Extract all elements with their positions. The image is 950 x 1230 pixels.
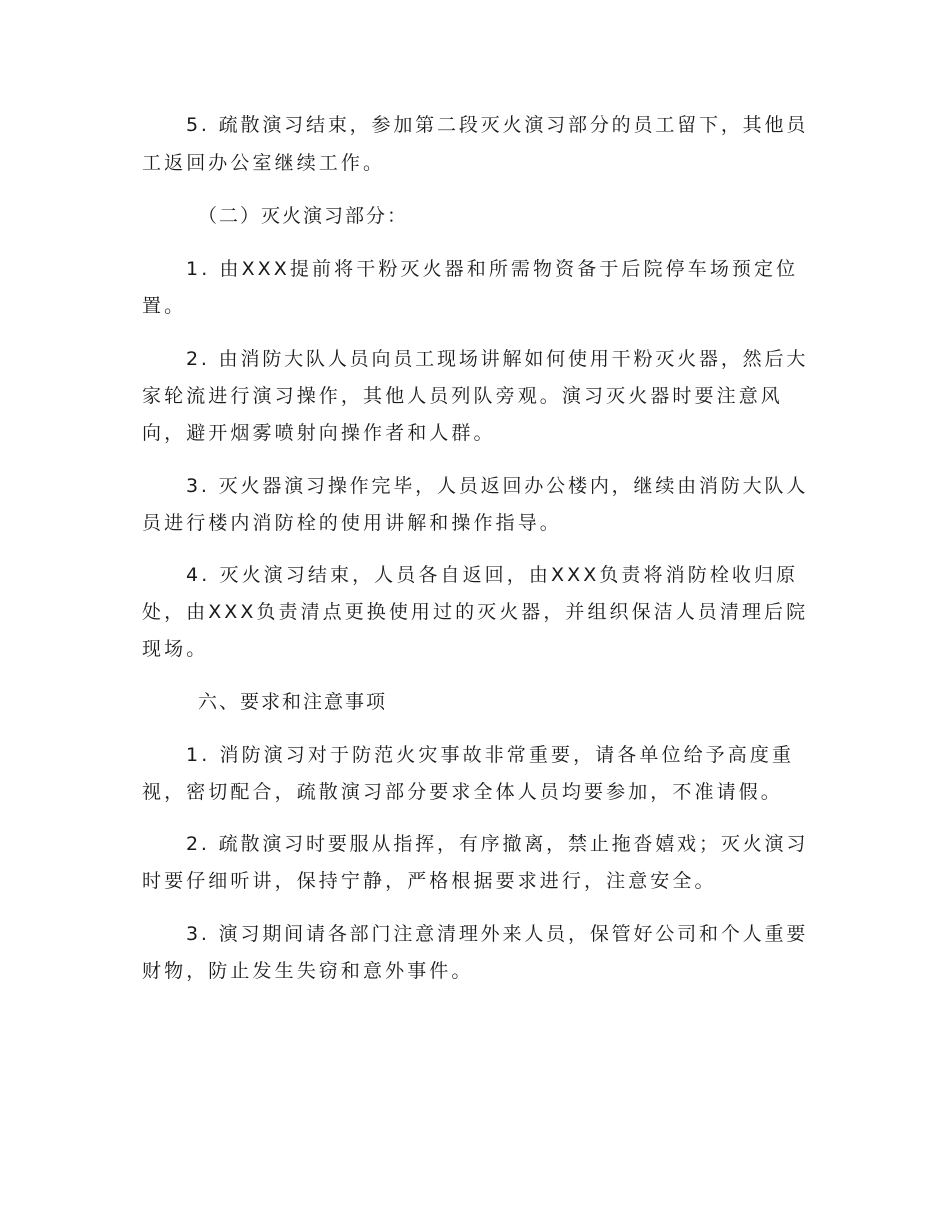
text-line: 1. 消防演习对于防范火灾事故非常重要，请各单位给予高度重	[186, 744, 795, 766]
text-line: 工返回办公室继续工作。	[142, 152, 386, 174]
text-line: 视，密切配合，疏散演习部分要求全体人员均要参加，不准请假。	[142, 781, 783, 803]
text-line: 3. 演习期间请各部门注意清理外来人员，保管好公司和个人重要	[186, 923, 809, 945]
text-line: 5. 疏散演习结束，参加第二段灭火演习部分的员工留下，其他员	[186, 114, 809, 136]
text-line: 置。	[142, 295, 187, 317]
text-line: 4. 灭火演习结束，人员各自返回，由XXX负责将消防栓收归原	[186, 564, 799, 586]
text-line: 2. 疏散演习时要服从指挥，有序撤离，禁止拖沓嬉戏；灭火演习	[186, 833, 809, 855]
text-line: 处，由XXX负责清点更换使用过的灭火器，并组织保洁人员清理后院	[142, 601, 809, 623]
text-line: 财物，防止发生失窃和意外事件。	[142, 960, 474, 982]
section-heading-requirements: 六、要求和注意事项	[198, 691, 388, 713]
text-line: 1. 由XXX提前将干粉灭火器和所需物资备于后院停车场预定位	[186, 258, 799, 280]
text-line: 员进行楼内消防栓的使用讲解和操作指导。	[142, 512, 562, 534]
text-line: 现场。	[142, 638, 209, 660]
text-line: 3. 灭火器演习操作完毕，人员返回办公楼内，继续由消防大队人	[186, 475, 809, 497]
text-line: 向，避开烟雾喷射向操作者和人群。	[142, 422, 496, 444]
section-heading-fire-drill: （二）灭火演习部分：	[198, 205, 409, 227]
text-line: 家轮流进行演习操作，其他人员列队旁观。演习灭火器时要注意风	[142, 385, 783, 407]
text-line: 2. 由消防大队人员向员工现场讲解如何使用干粉灭火器，然后大	[186, 348, 809, 370]
text-line: 时要仔细听讲，保持宁静，严格根据要求进行，注意安全。	[142, 870, 717, 892]
